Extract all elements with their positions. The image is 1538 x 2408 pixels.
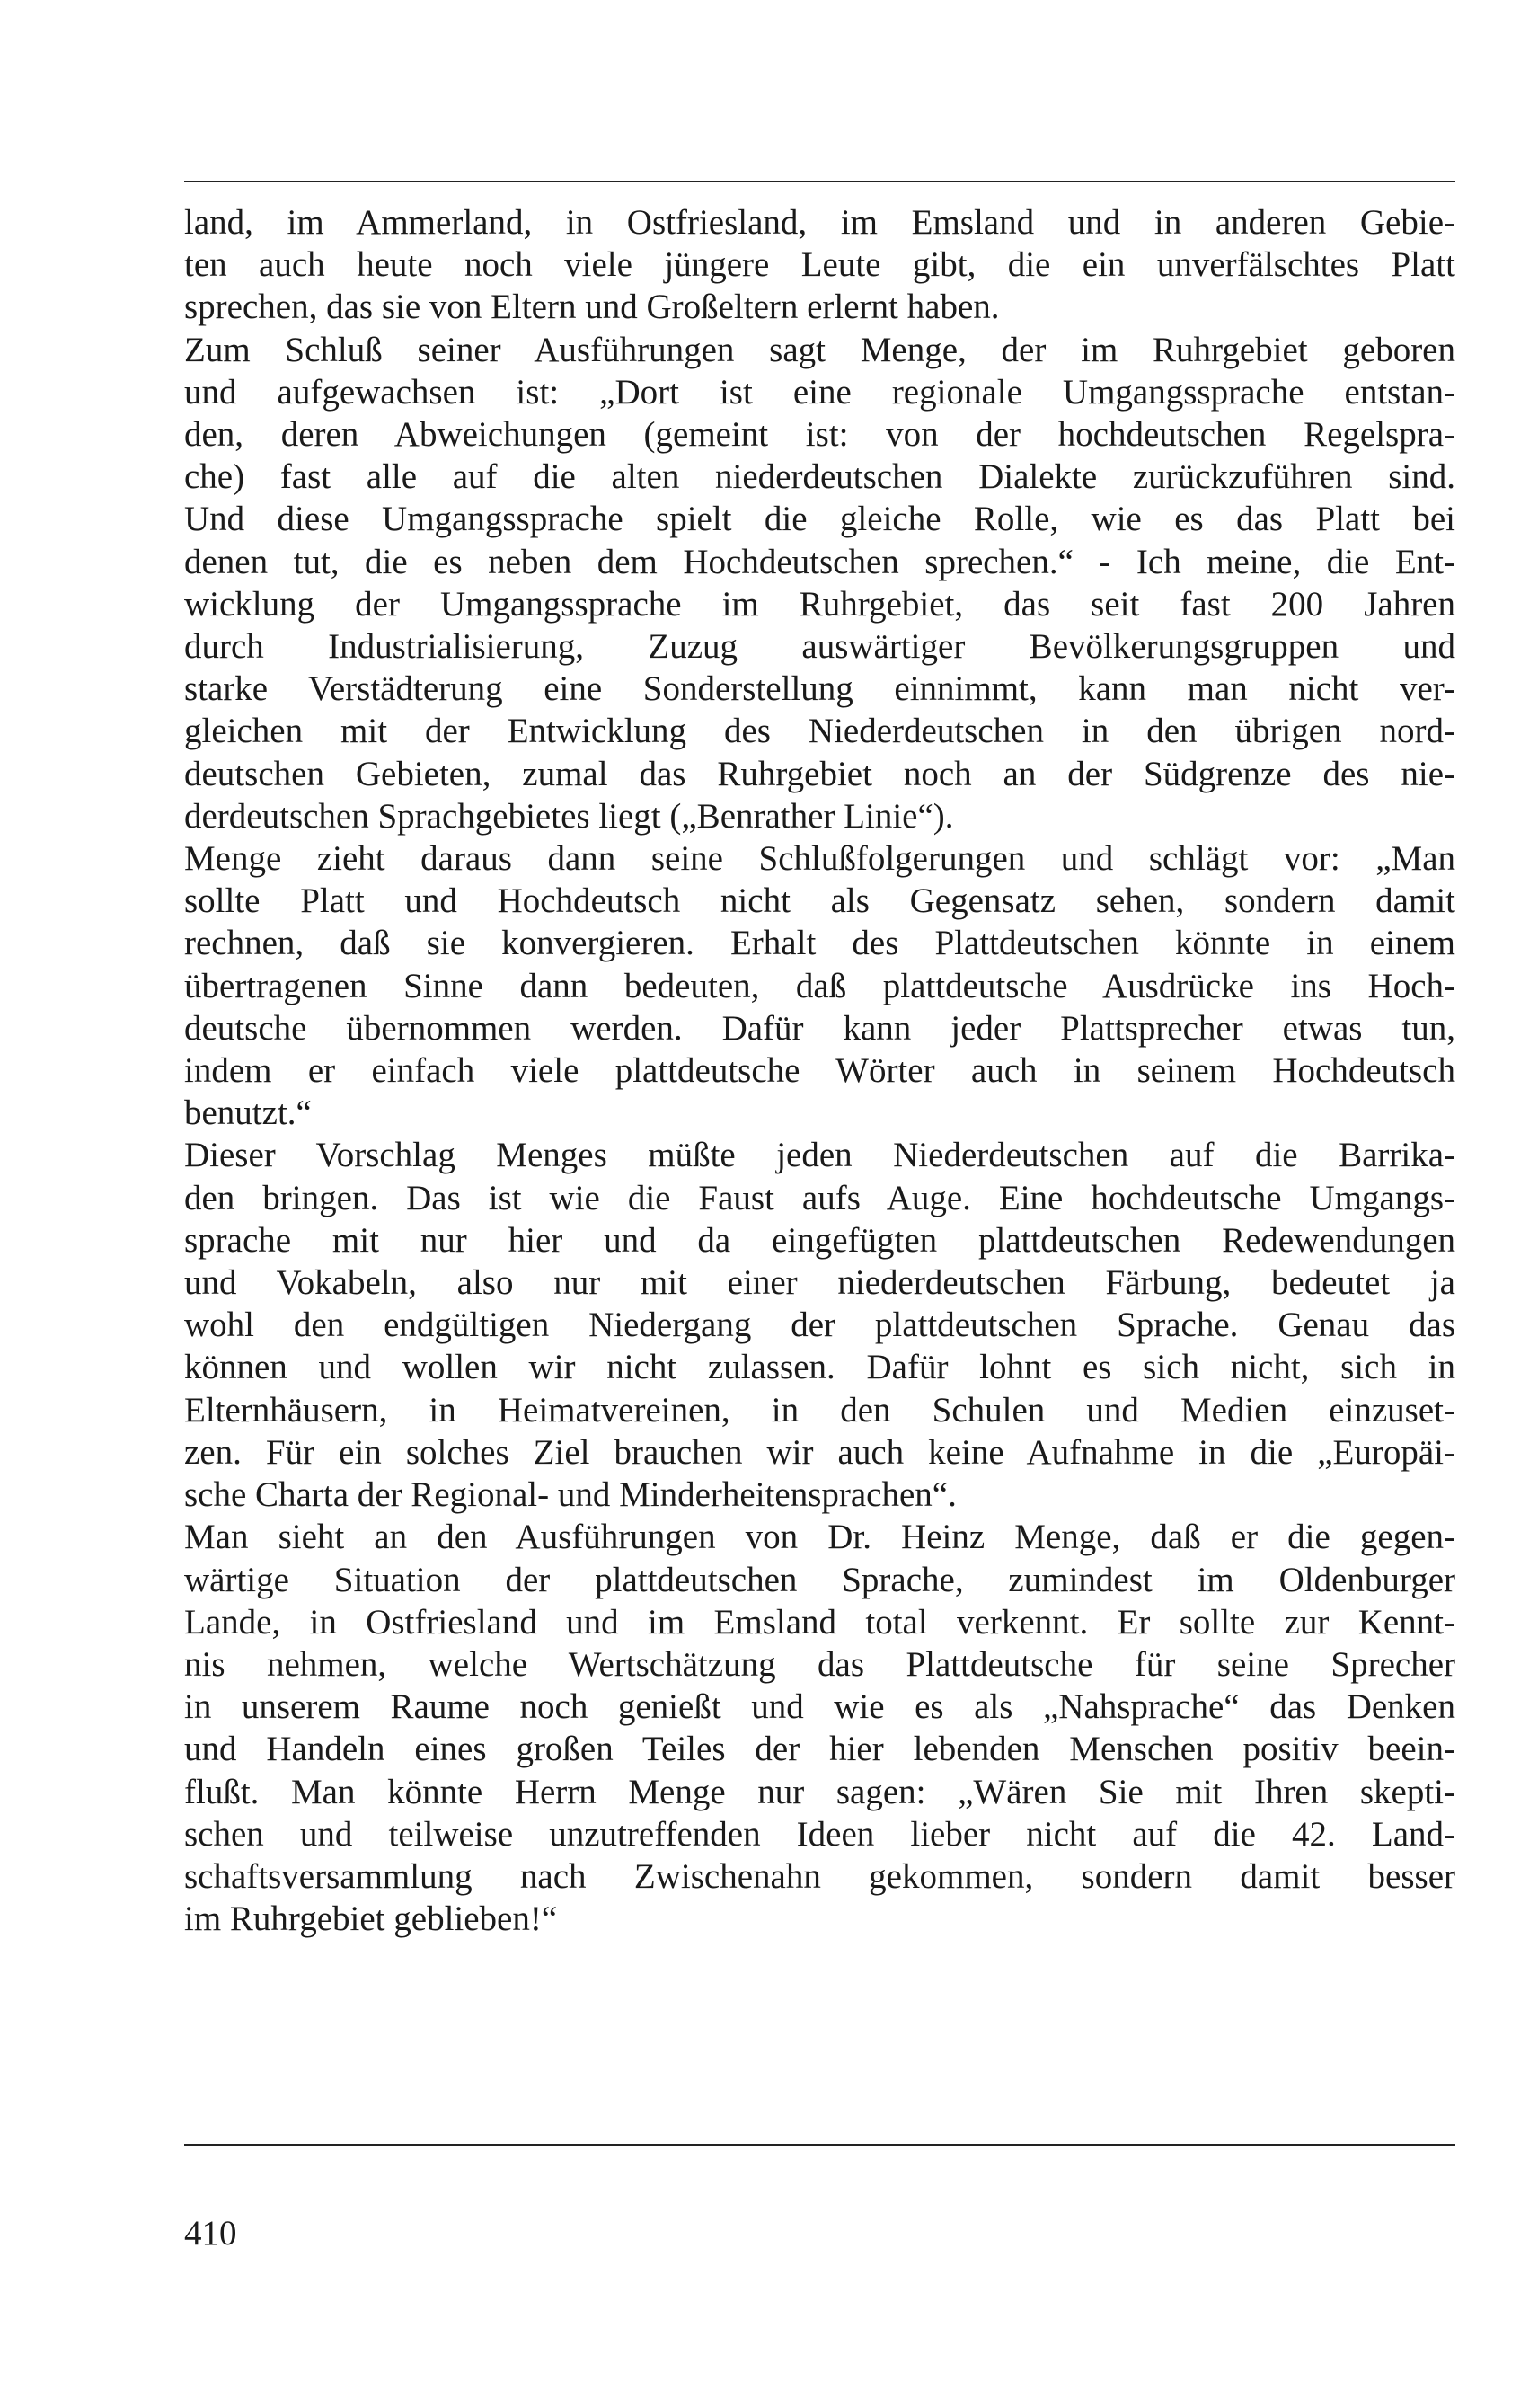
text-line: derdeutschen Sprachgebietes liegt („Benrather Linie“). — [184, 796, 954, 836]
top-rule — [184, 181, 1455, 182]
text-line: sprache mit nur hier und da eingefügten plattdeutschen Redewendungen — [184, 1220, 1455, 1260]
text-line: sollte Platt und Hochdeutsch nicht als Gegensatz sehen, sondern damit — [184, 881, 1455, 921]
text-line: zen. Für ein solches Ziel brauchen wir auch keine Aufnahme in die „Europäi- — [184, 1432, 1455, 1472]
text-line: können und wollen wir nicht zulassen. Dafür lohnt es sich nicht, sich in — [184, 1348, 1455, 1387]
text-line: Und diese Umgangssprache spielt die gleiche Rolle, wie es das Platt bei — [184, 500, 1455, 539]
paragraph — [184, 201, 1455, 329]
paragraph — [184, 837, 1455, 1134]
text-line: deutsche übernommen werden. Dafür kann jeder Plattsprecher etwas tun, — [184, 1008, 1455, 1048]
text-line: in unserem Raume noch genießt und wie es als „Nahsprache“ das Denken — [184, 1687, 1455, 1727]
text-line: sprechen, das sie von Eltern und Großeltern erlernt haben. — [184, 288, 1000, 327]
paragraph — [184, 1516, 1455, 1940]
text-line: Zum Schluß seiner Ausführungen sagt Menge, der im Ruhrgebiet geboren — [184, 330, 1455, 369]
text-line: benutzt.“ — [184, 1093, 312, 1133]
text-line: Elternhäusern, in Heimatvereinen, in den Schulen und Medien einzuset- — [184, 1390, 1455, 1430]
text-line: ten auch heute noch viele jüngere Leute gibt, die ein unverfälschtes Platt — [184, 245, 1455, 285]
paragraph — [184, 329, 1455, 837]
text-line: Man sieht an den Ausführungen von Dr. Heinz Menge, daß er die gegen- — [184, 1518, 1455, 1557]
text-line: land, im Ammerland, in Ostfriesland, im Emsland und in anderen Gebie- — [184, 203, 1455, 242]
text-line: im Ruhrgebiet geblieben!“ — [184, 1899, 558, 1939]
text-line: gleichen mit der Entwicklung des Niederdeutschen in den übrigen nord- — [184, 712, 1455, 751]
text-line: und Handeln eines großen Teiles der hier lebenden Menschen positiv beein- — [184, 1730, 1455, 1769]
text-line: den, deren Abweichungen (gemeint ist: von der hochdeutschen Regelspra- — [184, 415, 1455, 455]
text-line: wärtige Situation der plattdeutschen Sprache, zumindest im Oldenburger — [184, 1560, 1455, 1599]
paragraph — [184, 1134, 1455, 1516]
text-line: nis nehmen, welche Wertschätzung das Plattdeutsche für seine Sprecher — [184, 1644, 1455, 1684]
page-number: 410 — [184, 2214, 237, 2253]
body-text — [184, 201, 1455, 1940]
text-line: flußt. Man könnte Herrn Menge nur sagen: „Wären Sie mit Ihren skepti- — [184, 1772, 1455, 1811]
text-line: rechnen, daß sie konvergieren. Erhalt des Plattdeutschen könnte in einem — [184, 924, 1455, 963]
text-line: Lande, in Ostfriesland und im Emsland total verkennt. Er sollte zur Kennt- — [184, 1602, 1455, 1642]
text-line: sche Charta der Regional- und Minderheitensprachen“. — [184, 1475, 957, 1515]
text-line: schaftsversammlung nach Zwischenahn gekommen, sondern damit besser — [184, 1856, 1455, 1896]
text-line: übertragenen Sinne dann bedeuten, daß plattdeutsche Ausdrücke ins Hoch- — [184, 966, 1455, 1005]
text-line: durch Industrialisierung, Zuzug auswärtiger Bevölkerungsgruppen und — [184, 627, 1455, 667]
text-line: und Vokabeln, also nur mit einer niederdeutschen Färbung, bedeutet ja — [184, 1263, 1455, 1303]
text-line: wohl den endgültigen Niedergang der plattdeutschen Sprache. Genau das — [184, 1306, 1455, 1345]
text-line: schen und teilweise unzutreffenden Ideen lieber nicht auf die 42. Land- — [184, 1814, 1455, 1854]
text-line: denen tut, die es neben dem Hochdeutschen sprechen.“ - Ich meine, die Ent- — [184, 542, 1455, 581]
text-line: indem er einfach viele plattdeutsche Wörter auch in seinem Hochdeutsch — [184, 1051, 1455, 1091]
text-line: den bringen. Das ist wie die Faust aufs Auge. Eine hochdeutsche Umgangs- — [184, 1178, 1455, 1217]
text-line: und aufgewachsen ist: „Dort ist eine regionale Umgangssprache entstan- — [184, 372, 1455, 412]
text-line: starke Verstädterung eine Sonderstellung einnimmt, kann man nicht ver- — [184, 669, 1455, 709]
text-line: che) fast alle auf die alten niederdeutschen Dialekte zurückzuführen sind. — [184, 457, 1455, 497]
text-line: wicklung der Umgangssprache im Ruhrgebiet, das seit fast 200 Jahren — [184, 584, 1455, 624]
text-line: deutschen Gebieten, zumal das Ruhrgebiet noch an der Südgrenze des nie- — [184, 754, 1455, 793]
text-line: Menge zieht daraus dann seine Schlußfolgerungen und schlägt vor: „Man — [184, 839, 1455, 879]
bottom-rule — [184, 2144, 1455, 2146]
text-line: Dieser Vorschlag Menges müßte jeden Niederdeutschen auf die Barrika- — [184, 1136, 1455, 1175]
